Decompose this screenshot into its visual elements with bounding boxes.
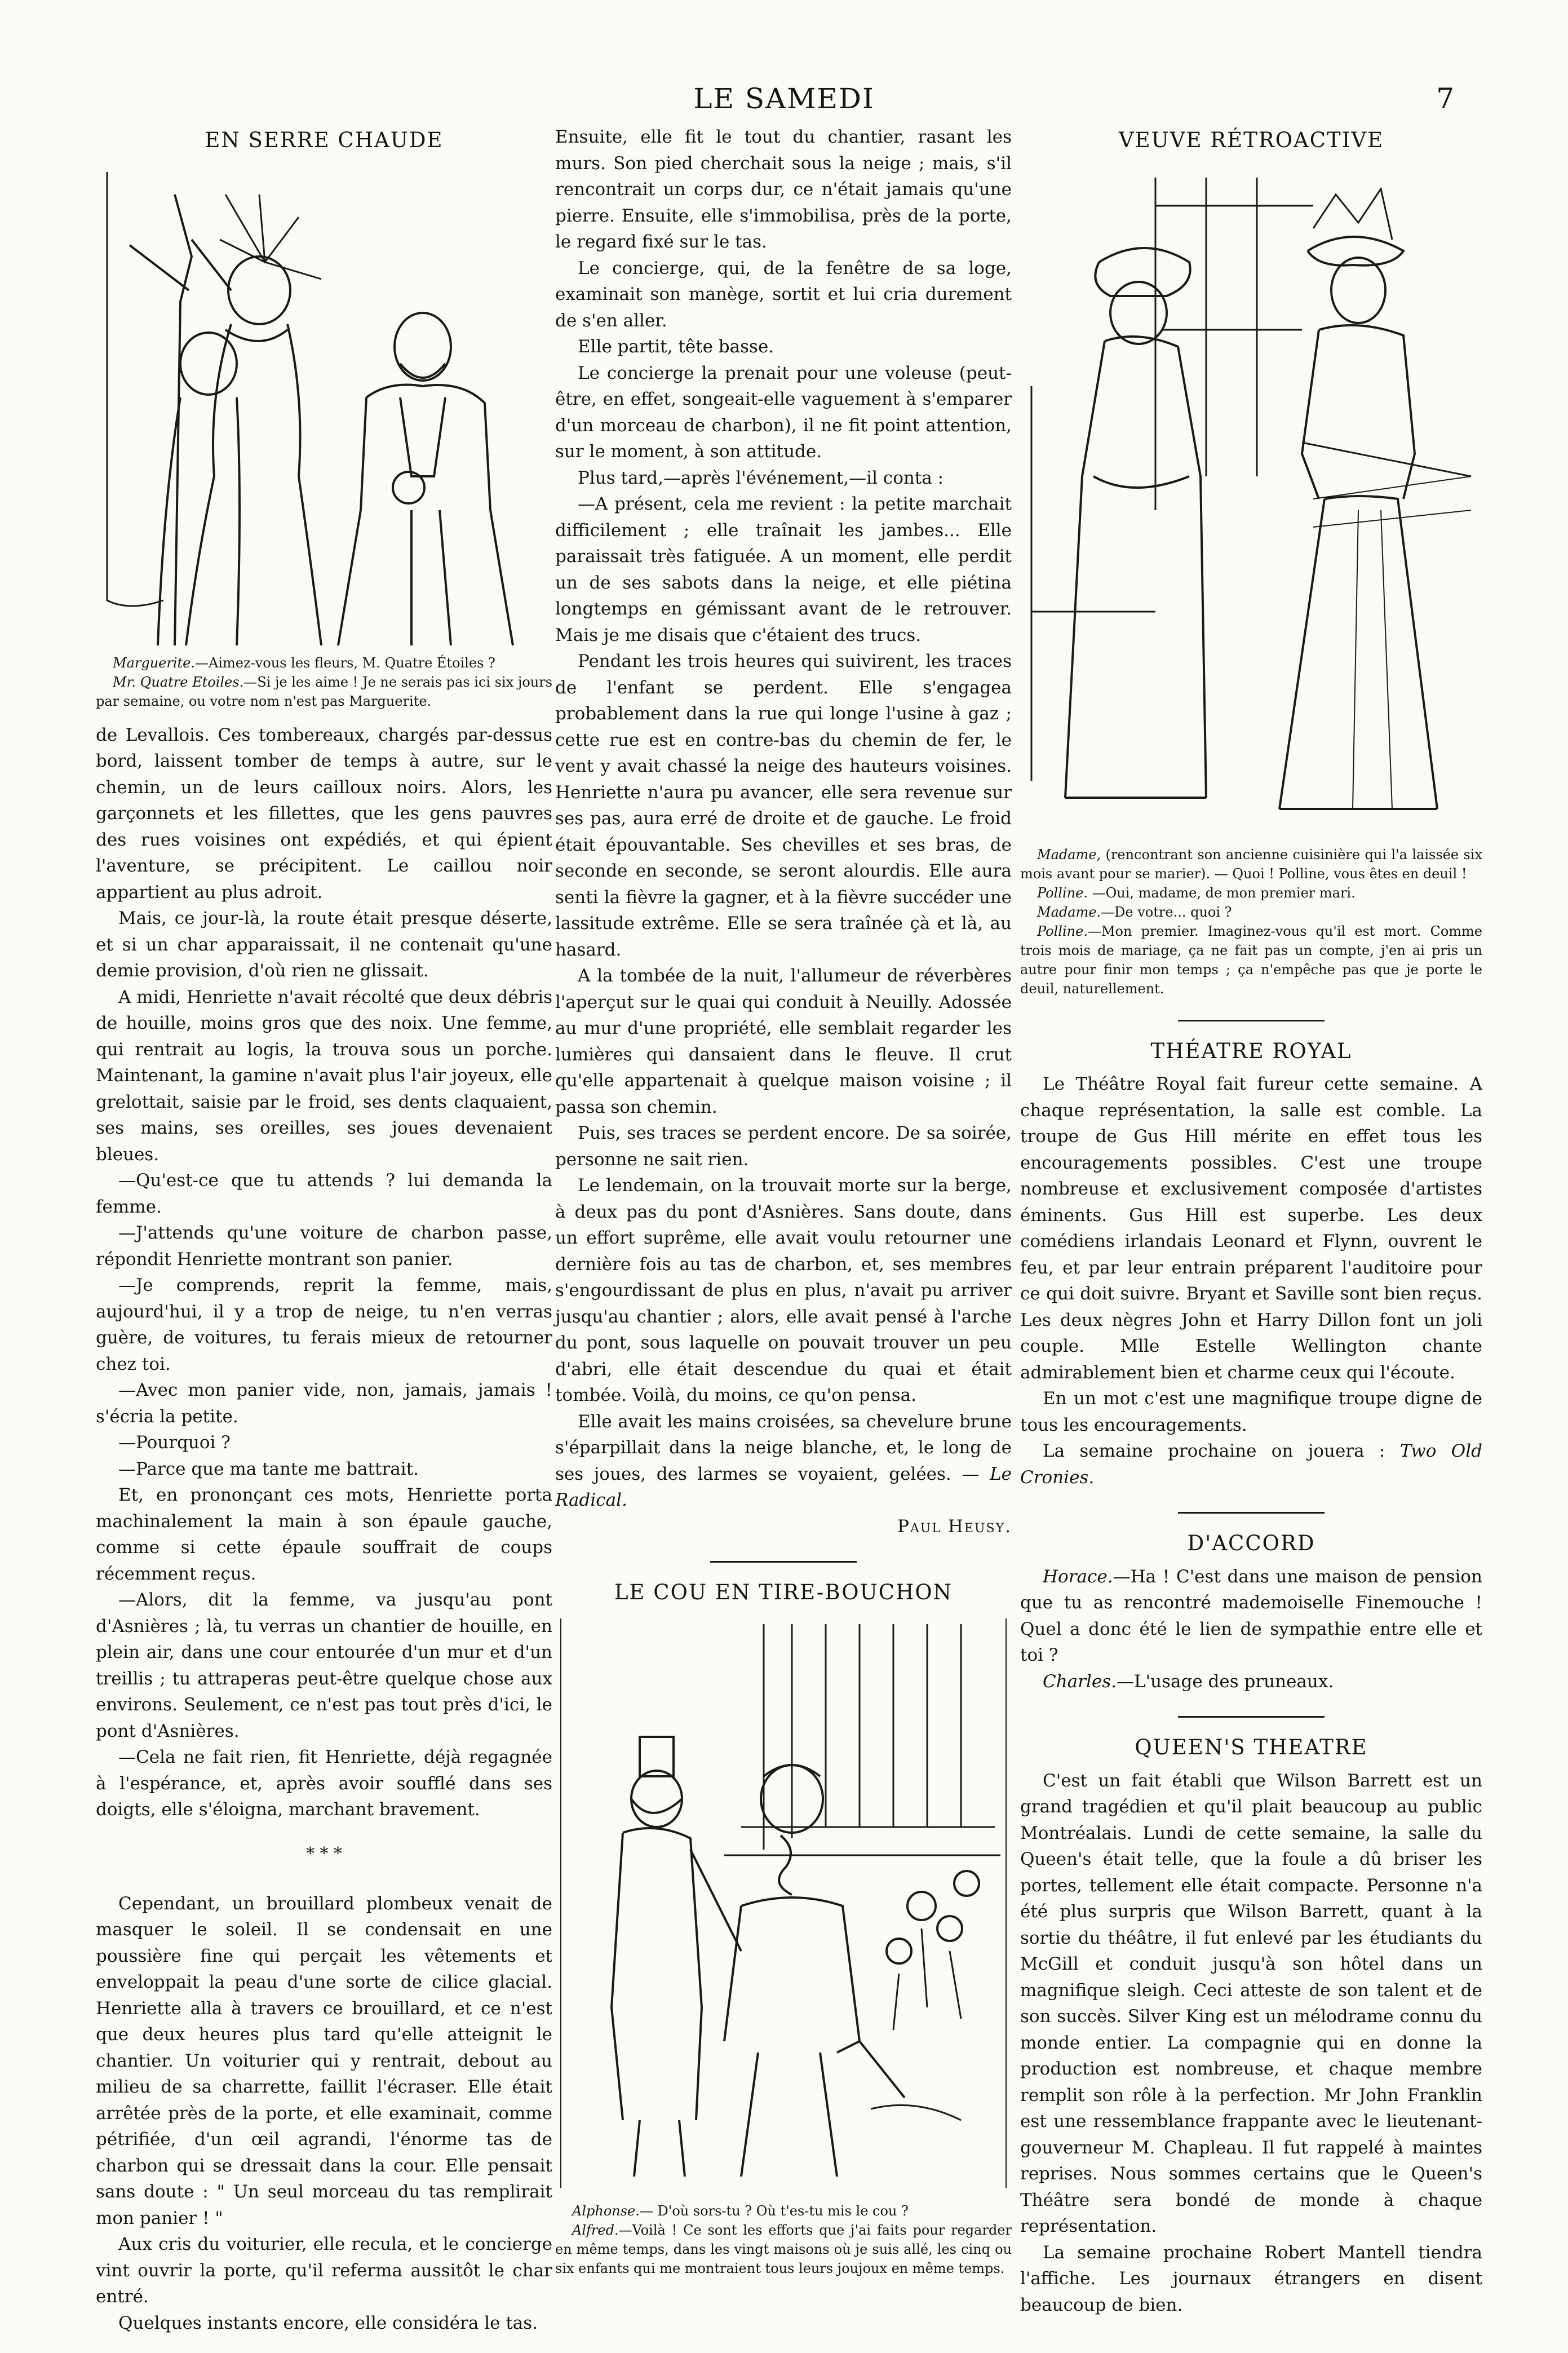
body-paragraph: Le Théâtre Royal fait fureur cette semaine. A chaque représentation, la salle est comble. La troupe de Gus Hill mérite en effet tous les encouragements possibles. C'est une troupe nombreuse et exclusivement composée d'artistes éminents. Gus Hill est superbe. Les deux comédiens irlandais Leonard et Flynn, ouvrent le feu, et par leur entrain préparent l'auditoire pour ce qui doit suivre. Bryant et Saville sont bien reçus. Les deux nègres John et Harry Dillon font un joli couple. Mlle Estelle Wellington chante admirablement bien et charme ceux qui l'écoute.: [1020, 1074, 1482, 1383]
caption-speaker-polline: Polline.: [1037, 884, 1088, 901]
source-credit: Le Radical.: [555, 1463, 1012, 1510]
body-paragraph: A midi, Henriette n'avait récolté que deux débris de houille, moins gros que des noix. Une femme, qui rentrait au logis, la trouva sous un porche. Maintenant, la gamine n'avait plus l'air joyeux, elle grelottait, saisie par le froid, ses dents claquaient, ses mains, ses oreilles, ses joues devenaient bleues.: [96, 987, 552, 1165]
daccord-heading: D'ACCORD: [1187, 1531, 1315, 1555]
column-3: [1020, 124, 1482, 2318]
body-paragraph: Ensuite, elle fit le tout du chantier, rasant les murs. Son pied cherchait sous la neige ; mais, s'il rencontrait un corps dur, ce n'était jamais qu'une pierre. Ensuite, elle s'immobilisa, près de la porte, le regard fixé sur le tas.: [555, 127, 1012, 252]
body-paragraph: Quelques instants encore, elle considéra le tas.: [118, 2312, 538, 2333]
body-paragraph: —Parce que ma tante me battrait.: [118, 1458, 419, 1479]
body-paragraph: de Levallois. Ces tombereaux, chargés par-dessus bord, laissent tomber de temps à autre, sur le chemin, un de leurs cailloux noirs. Alors, les garçonnets et les fillettes, que les gens pauvres des rues voisines ont expédiés, et qui épient l'aventure, se précipitent. Le caillou noir appartient au plus adroit.: [96, 724, 552, 903]
speaker-horace: Horace.: [1043, 1566, 1113, 1587]
body-paragraph: Pendant les trois heures qui suivirent, les traces de l'enfant se perdent. Elle s'engagea probablement dans la rue qui longe l'usine à gaz ; cette rue est en contre-bas du chemin de fer, le vent y avait chassé la neige des hauteurs voisines. Henriette n'aura pu avancer, elle sera revenue sur ses pas, aura erré de droite et de gauche. Le froid était épouvantable. Ses chevilles et ses bras, de seconde en seconde, se seront alourdis. Elle aura senti la fièvre la gagner, et à la fièvre succéder une lassitude extrême. Elle se sera traînée çà et là, au hasard.: [555, 651, 1012, 960]
body-paragraph: [555, 1409, 1012, 1514]
serre-caption: [96, 653, 552, 711]
body-paragraph: Cependant, un brouillard plombeux venait de masquer le soleil. Il se condensait en une poussière fine qui perçait les vêtements et enveloppait la peau d'une sorte de cilice glacial. Henriette alla à travers ce brouillard, et ce n'est que deux heures plus tard qu'elle atteignit le chantier. Un voiturier qui y rentrait, debout au milieu de sa charrette, faillit l'écraser. Elle était arrêtée près de la porte, et elle examinait, comme pétrifiée, d'un œil agrandi, l'énorme tas de charbon qui se dressait dans la cour. Elle pensait sans doute : " Un seul morceau du tas remplirait mon panier ! ": [96, 1893, 552, 2228]
body-paragraph: —Cela ne fait rien, fit Henriette, déjà regagnée à l'espérance, et, après avoir soufflé dans ses doigts, elle s'éloigna, marchant bravement.: [96, 1747, 552, 1820]
column-1: [96, 124, 552, 2336]
caption-speaker-quatre-etoiles: Mr. Quatre Etoiles.: [113, 674, 244, 690]
body-paragraph: Puis, ses traces se perdent encore. De sa soirée, personne ne sait rien.: [555, 1123, 1012, 1170]
body-paragraph: C'est un fait établi que Wilson Barrett est un grand tragédien et qu'il plait beaucoup au public Montréalais. Lundi de cette semaine, la salle du Queen's était telle, que la foule a dû briser les portes, tellement elle était compacte. Personne n'a été plus surpris que Wilson Barrett, quant à la sortie du théâtre, il fut enlevé par les étudiants du McGill et conduit jusqu'à son hôtel dans un magnifique sleigh. Ceci atteste de son talent et de son succès. Silver King est un mélodrame connu du monde entier. La compagnie qui en donne la production est nombreuse, et chaque membre remplit son rôle à la perfection. Mr John Franklin est une ressemblance frappante avec le lieutenant-gouverneur M. Chapleau. Il fut rappelé à maintes reprises. Nous sommes certains que le Queen's Théâtre sera bondé de monde à chaque représentation.: [1020, 1770, 1482, 2236]
cou-heading: LE COU EN TIRE-BOUCHON: [614, 1580, 953, 1604]
caption-speaker-alphonse: Alphonse.: [572, 2202, 640, 2219]
cou-tire-bouchon-illustration: [555, 1613, 1012, 2193]
body-paragraph: A la tombée de la nuit, l'allumeur de réverbères l'aperçut sur le quai qui conduit à Neuilly. Adossée au mur d'une propriété, elle semblait regarder les lumières qui dansaient dans le fleuve. Il crut qu'elle appartenait à quelque maison voisine ; il passa son chemin.: [555, 966, 1012, 1117]
caption-line-polline: —Oui, madame, de mon premier mari.: [1087, 884, 1356, 901]
dialogue-line: [1020, 1564, 1482, 1669]
serre-chaude-illustration: [96, 161, 552, 645]
veuve-heading: VEUVE RÉTROACTIVE: [1118, 128, 1384, 152]
theatre-royal-heading: THÉATRE ROYAL: [1150, 1038, 1352, 1063]
queens-heading: QUEEN'S THEATRE: [1135, 1735, 1368, 1759]
body-paragraph: Mais, ce jour-là, la route était presque déserte, et si un char apparaissait, il ne contenait qu'une demie provision, d'où rien ne glissait.: [96, 908, 552, 981]
section-divider: [1178, 1512, 1325, 1514]
section-divider: [710, 1561, 857, 1563]
final-paragraph-text: Elle avait les mains croisées, sa chevelure brune s'éparpillait dans la neige blanche, et, le long de ses joues, des larmes se voyaient, gelées. —: [555, 1411, 1012, 1484]
section-divider: [1178, 1020, 1325, 1021]
asterism: * * *: [305, 1843, 343, 1864]
caption-line-marguerite: —Aimez-vous les fleurs, M. Quatre Étoiles ?: [195, 654, 495, 671]
body-paragraph: [1020, 1438, 1482, 1490]
play-title: Two Old Cronies.: [1020, 1441, 1482, 1488]
veuve-caption: [1020, 845, 1482, 998]
page-number: 7: [1436, 82, 1455, 115]
body-paragraph: —Je comprends, reprit la femme, mais, aujourd'hui, il y a trop de neige, tu n'en verras guère, de voitures, tu ferais mieux de retourner chez toi.: [96, 1275, 552, 1374]
body-paragraph: Le concierge la prenait pour une voleuse (peut-être, en effet, songeait-elle vaguement à s'emparer d'un morceau de charbon), il ne fit point attention, sur le moment, à son attitude.: [555, 362, 1012, 462]
newspaper-title: LE SAMEDI: [693, 82, 875, 115]
body-paragraph: En un mot c'est une magnifique troupe digne de tous les encouragements.: [1020, 1388, 1482, 1435]
caption-line-alphonse: — D'où sors-tu ? Où t'es-tu mis le cou ?: [639, 2202, 909, 2219]
body-paragraph: La semaine prochaine Robert Mantell tiendra l'affiche. Les journaux étrangers en disent beaucoup de bien.: [1020, 2242, 1482, 2315]
author-signature: Paul Heusy.: [897, 1516, 1012, 1537]
caption-line-alfred: —Voilà ! Ce sont les efforts que j'ai faits pour regarder en même temps, dans les vingt maisons où je suis allé, les cinq ou six enfants qui me montraient tous leurs joujoux en même temps.: [555, 2222, 1012, 2276]
caption-speaker-marguerite: Marguerite.: [113, 654, 196, 671]
speaker-charles: Charles.: [1043, 1671, 1117, 1692]
caption-line-madame: —De votre... quoi ?: [1101, 904, 1232, 920]
caption-speaker-polline: Polline.: [1037, 923, 1088, 939]
veuve-retroactive-illustration: [1020, 161, 1482, 837]
body-paragraph: —Alors, dit la femme, va jusqu'au pont d'Asnières ; là, tu verras un chantier de houille, en plein air, dans une cour entourée d'un mur et d'un treillis ; tu attraperas peut-être quelque chose aux environs. Seulement, ce n'est pas tout près d'ici, le pont d'Asnières.: [96, 1590, 552, 1741]
body-paragraph: —J'attends qu'une voiture de charbon passe, répondit Henriette montrant son panier.: [96, 1223, 552, 1270]
dialogue-line: [1020, 1669, 1482, 1695]
caption-speaker-madame: Madame,: [1037, 846, 1101, 863]
body-paragraph: Elle partit, tête basse.: [578, 337, 774, 357]
body-paragraph: Le lendemain, on la trouvait morte sur la berge, à deux pas du pont d'Asnières. Sans doute, dans un effort suprême, elle avait voulu retourner une dernière fois au tas de charbon, et, ses membres s'engourdissant de plus en plus, n'avait pu arriver jusqu'au chantier ; alors, elle avait pensé à l'arche du pont, sous laquelle on pouvait trouver un peu d'abri, elle était descendue du quai et était tombée. Voilà, du moins, ce qu'on pensa.: [555, 1175, 1012, 1405]
caption-line-polline: —Mon premier. Imaginez-vous qu'il est mort. Comme trois mois de mariage, ça ne fait pas un compte, j'en ai pris un autre pour finir mon temps ; ça n'empêche pas que je porte le deuil, naturellement.: [1020, 923, 1482, 997]
body-paragraph: Le concierge, qui, de la fenêtre de sa loge, examinait son manège, sortit et lui cria durement de s'en aller.: [555, 258, 1012, 331]
caption-line-quatre-etoiles: —Si je les aime ! Je ne serais pas ici six jours par semaine, ou votre nom n'est pas Marguerite.: [96, 674, 553, 709]
caption-line-madame: (rencontrant son ancienne cuisinière qui l'a laissée six mois avant pour se marier). — Quoi ! Polline, vous êtes en deuil !: [1020, 846, 1482, 882]
body-paragraph: —A présent, cela me revient : la petite marchait difficilement ; elle traînait les jambes... Elle paraissait très fatiguée. A un moment, elle perdit un de ses sabots dans la neige, et elle piétina longtemps en gémissant avant de le retrouver. Mais je me disais que c'étaient des trucs.: [555, 494, 1012, 645]
serre-heading: EN SERRE CHAUDE: [205, 128, 444, 152]
section-divider: [1178, 1716, 1325, 1718]
body-paragraph: Plus tard,—après l'événement,—il conta :: [578, 467, 944, 488]
line-charles: —L'usage des pruneaux.: [1117, 1671, 1334, 1692]
cou-caption: [555, 2201, 1012, 2278]
caption-speaker-alfred: Alfred.: [572, 2222, 619, 2238]
caption-speaker-madame: Madame.: [1037, 904, 1101, 920]
line-horace: —Ha ! C'est dans une maison de pension que tu as rencontré mademoiselle Finemouche ! Quel a donc été le lien de sympathie entre elle et toi ?: [1020, 1566, 1482, 1665]
body-paragraph: —Qu'est-ce que tu attends ? lui demanda la femme.: [96, 1170, 552, 1217]
column-2: [555, 124, 1012, 2289]
body-paragraph: —Pourquoi ?: [118, 1432, 231, 1453]
body-paragraph: Aux cris du voiturier, elle recula, et le concierge vint ouvrir la porte, qu'il referma aussitôt le char entré.: [96, 2234, 552, 2307]
body-paragraph: —Avec mon panier vide, non, jamais, jamais ! s'écria la petite.: [96, 1380, 552, 1427]
next-week-text: La semaine prochaine on jouera :: [1043, 1441, 1385, 1461]
body-paragraph: Et, en prononçant ces mots, Henriette porta machinalement la main à son épaule gauche, comme si cette épaule souffrait de coups récemment reçus.: [96, 1485, 552, 1584]
